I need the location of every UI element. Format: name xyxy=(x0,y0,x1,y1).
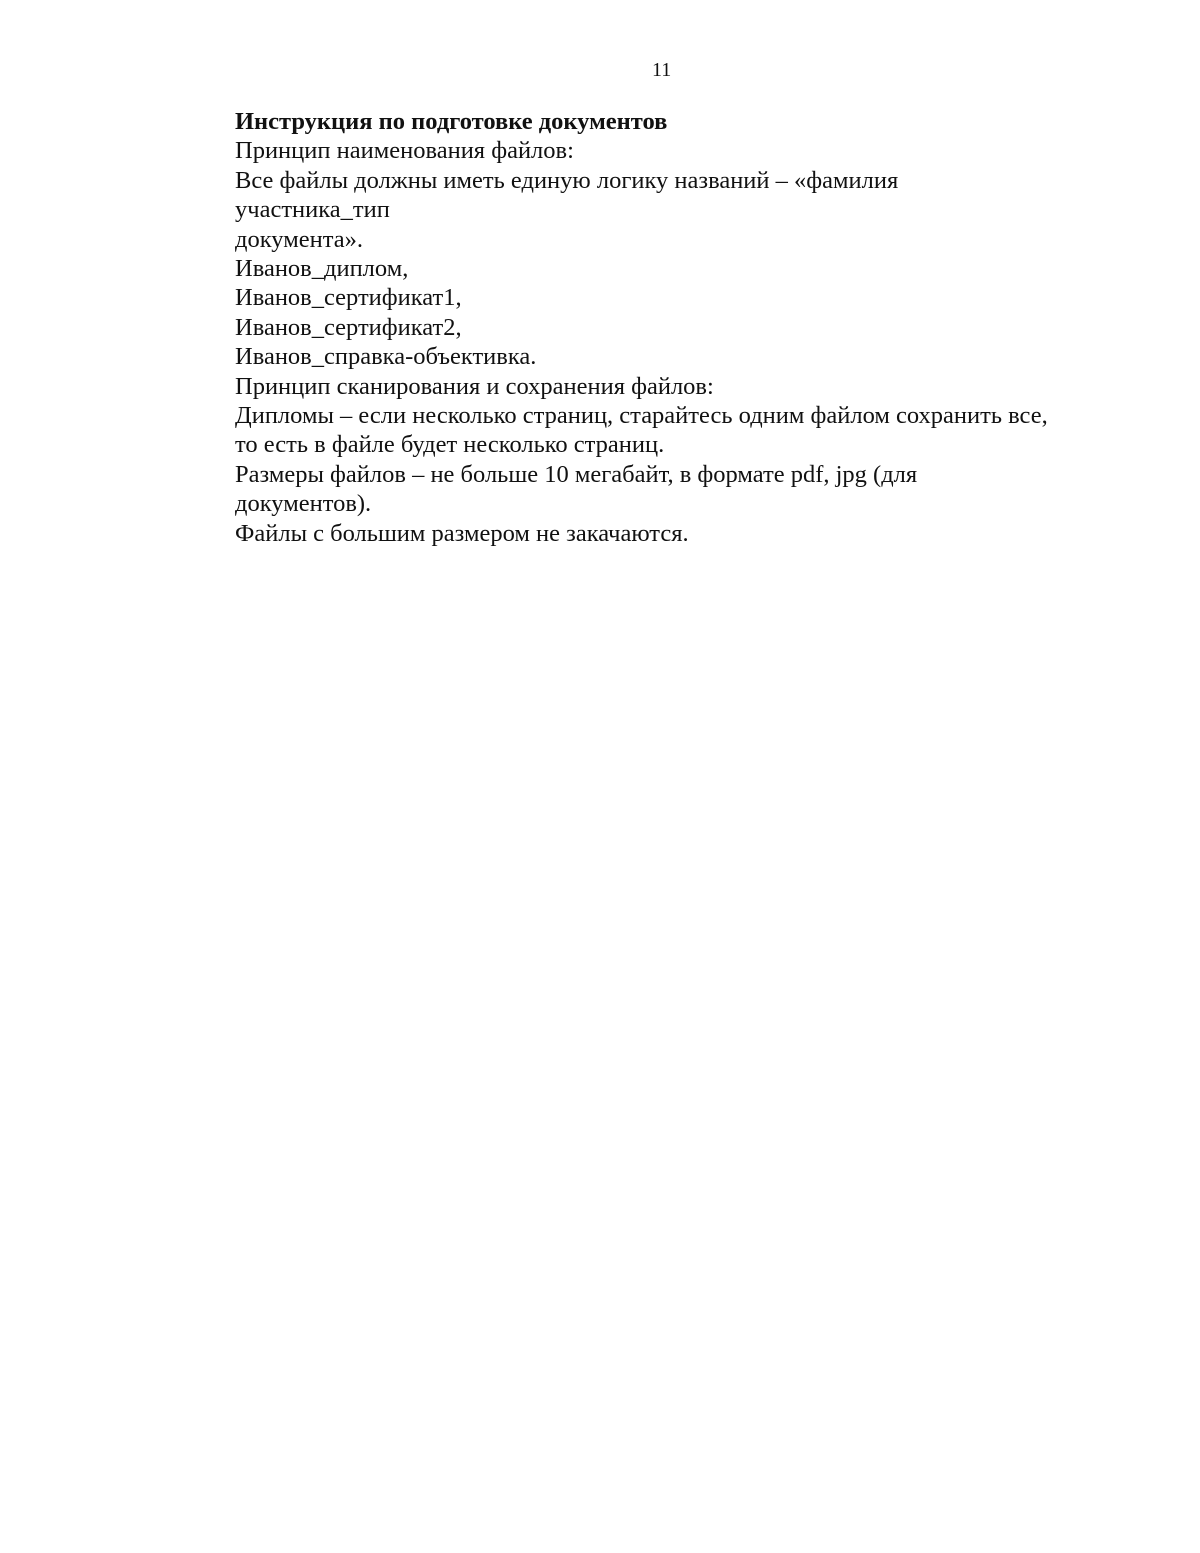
upload-limit-note: Файлы с большим размером не закачаются. xyxy=(235,519,689,547)
naming-rule-line-2: участника_тип xyxy=(235,196,390,224)
naming-rule-line-3: документа». xyxy=(235,225,363,253)
scanning-principle-title: Принцип сканирования и сохранения файлов: xyxy=(235,372,714,400)
example-filename-certificate-1: Иванов_сертификат1, xyxy=(235,284,462,312)
file-size-rule-line-1: Размеры файлов – не больше 10 мегабайт, в формате pdf, jpg (для xyxy=(235,460,918,488)
naming-principle-title: Принцип наименования файлов: xyxy=(235,137,574,165)
document-heading: Инструкция по подготовке документов xyxy=(235,108,668,135)
example-filename-certificate-2: Иванов_сертификат2, xyxy=(235,313,462,341)
file-size-rule-line-2: документов). xyxy=(235,490,372,518)
document-body xyxy=(235,107,1115,548)
naming-rule-line-1: Все файлы должны иметь единую логику названий – «фамилия xyxy=(235,166,899,194)
diploma-rule-line-2: то есть в файле будет несколько страниц. xyxy=(235,431,665,459)
page-number: 11 xyxy=(652,59,672,81)
diploma-rule-line-1: Дипломы – если несколько страниц, старайтесь одним файлом сохранить все, xyxy=(235,402,1048,430)
example-filename-diploma: Иванов_диплом, xyxy=(235,255,409,283)
example-filename-reference: Иванов_справка-объективка. xyxy=(235,343,537,371)
